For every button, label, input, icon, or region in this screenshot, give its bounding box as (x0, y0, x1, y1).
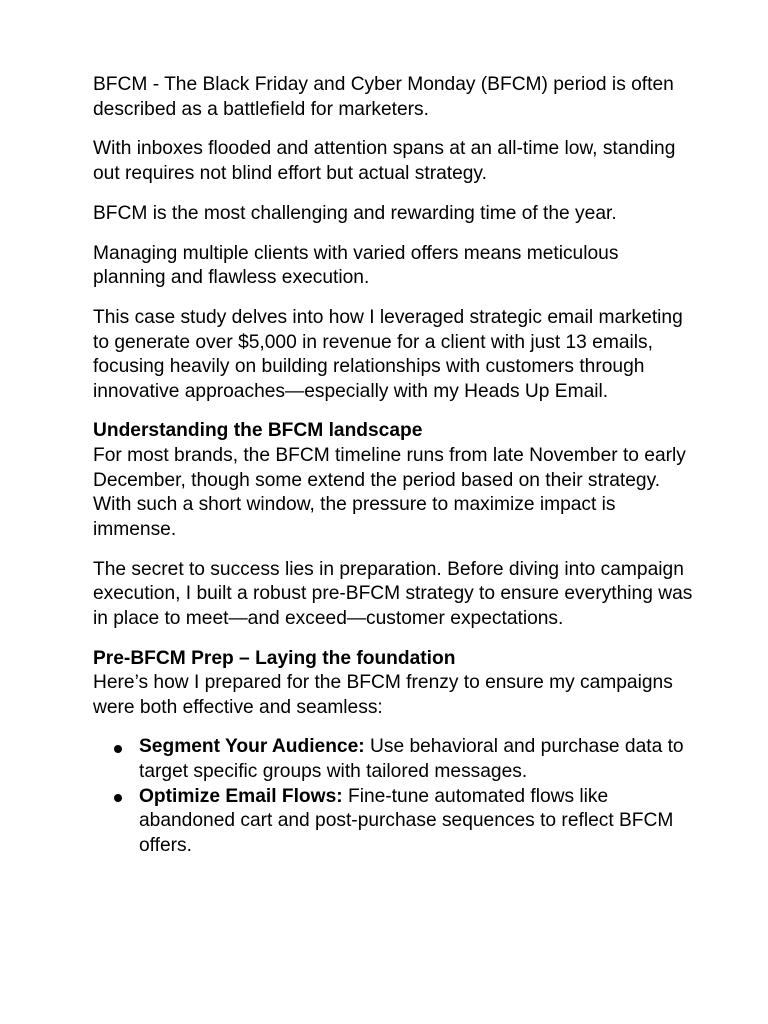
preparation-paragraph: The secret to success lies in preparation. Before diving into campaign execution, I built a robust pre-BFCM strategy to ensure everything was in place to meet—and exceed—customer expectations. (93, 558, 693, 629)
bullet-term: Segment Your Audience: (139, 736, 365, 758)
challenge-paragraph: BFCM is the most challenging and rewarding time of the year. (93, 202, 617, 224)
prep-paragraph: Here’s how I prepared for the BFCM frenzy to ensure my campaigns were both effective and seamless: (93, 672, 673, 718)
section-heading-landscape: Understanding the BFCM landscape (93, 420, 423, 442)
intro-paragraph: BFCM - The Black Friday and Cyber Monday (BFCM) period is often described as a battlefield for marketers. (93, 74, 674, 120)
section-prep (93, 647, 693, 721)
document-page (93, 73, 693, 858)
inbox-paragraph: With inboxes flooded and attention spans at an all-time low, standing out requires not blind effort but actual strategy. (93, 138, 676, 184)
bullet-term: Optimize Email Flows: (139, 785, 343, 807)
list-item (93, 735, 693, 784)
section-heading-prep: Pre-BFCM Prep – Laying the foundation (93, 647, 456, 669)
section-landscape (93, 419, 693, 542)
bullet-icon (114, 745, 122, 753)
bullet-icon (114, 794, 122, 802)
clients-paragraph: Managing multiple clients with varied offers means meticulous planning and flawless execution. (93, 242, 619, 289)
list-item (93, 785, 693, 859)
list-spacer (93, 720, 693, 735)
landscape-paragraph: For most brands, the BFCM timeline runs from late November to early December, though some extend the period based on their strategy. With such a short window, the pressure to maximize impact is immense. (93, 445, 686, 540)
bullet-text: Use behavioral and purchase data to target specific groups with tailored messages. (139, 736, 684, 782)
prep-bullet-list (93, 735, 693, 858)
case-study-paragraph: This case study delves into how I leveraged strategic email marketing to generate over $5,000 in revenue for a client with just 13 emails, focusing heavily on building relationships with customers through innovative approaches—especially with my Heads Up Email. (93, 306, 683, 402)
bullet-text: Fine-tune automated flows like abandoned cart and post-purchase sequences to reflect BFCM offers. (139, 785, 674, 856)
